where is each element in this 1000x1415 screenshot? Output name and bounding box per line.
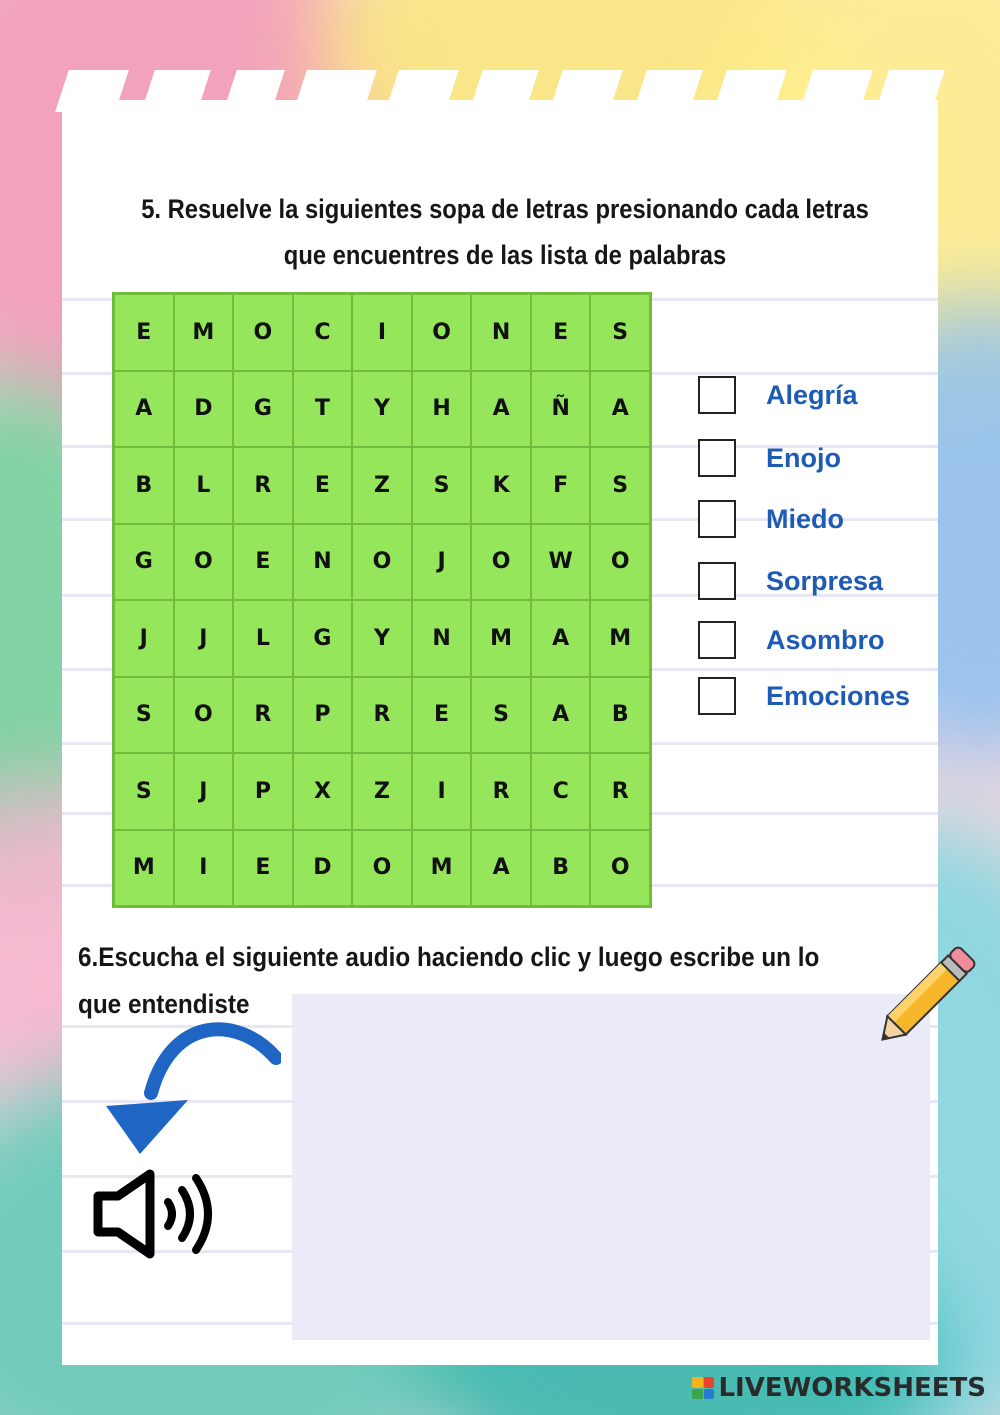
liveworksheets-brand (692, 1373, 986, 1403)
grid-cell[interactable]: R (471, 753, 531, 830)
grid-cell[interactable]: D (174, 371, 234, 448)
grid-cell[interactable]: R (233, 677, 293, 754)
question-5-line-2: que encuentres de las lista de palabras (283, 240, 727, 270)
grid-cell[interactable]: C (293, 294, 353, 371)
word-search-grid (112, 292, 652, 908)
grid-cell[interactable]: I (352, 294, 412, 371)
grid-cell[interactable]: Z (352, 753, 412, 830)
grid-cell[interactable]: J (174, 753, 234, 830)
word-item-miedo (698, 500, 844, 538)
grid-cell[interactable]: O (233, 294, 293, 371)
grid-cell[interactable]: S (114, 677, 174, 754)
grid-cell[interactable]: C (531, 753, 591, 830)
grid-cell[interactable]: M (114, 830, 174, 907)
word-label-emociones: Emociones (766, 680, 911, 711)
answer-textarea[interactable] (292, 994, 930, 1340)
grid-cell[interactable]: O (590, 524, 650, 601)
grid-cell[interactable]: P (293, 677, 353, 754)
grid-cell[interactable]: O (471, 524, 531, 601)
grid-cell[interactable]: R (233, 447, 293, 524)
word-label-enojo: Enojo (766, 442, 841, 473)
grid-cell[interactable]: J (114, 600, 174, 677)
grid-cell[interactable]: A (531, 677, 591, 754)
grid-cell[interactable]: J (412, 524, 472, 601)
word-item-enojo (698, 439, 841, 477)
grid-cell[interactable]: S (590, 294, 650, 371)
grid-cell[interactable]: N (412, 600, 472, 677)
grid-cell[interactable]: M (471, 600, 531, 677)
word-item-emociones (698, 677, 910, 715)
grid-cell[interactable]: O (590, 830, 650, 907)
grid-cell[interactable]: E (114, 294, 174, 371)
grid-cell[interactable]: O (174, 677, 234, 754)
grid-cell[interactable]: O (352, 830, 412, 907)
grid-cell[interactable]: M (412, 830, 472, 907)
grid-cell[interactable]: E (233, 830, 293, 907)
grid-cell[interactable]: A (471, 371, 531, 448)
word-label-alegria: Alegría (766, 379, 858, 410)
question-6-line-2: que entendiste (78, 989, 250, 1019)
grid-cell[interactable]: O (352, 524, 412, 601)
grid-cell[interactable]: S (114, 753, 174, 830)
word-checkbox-miedo[interactable] (698, 500, 736, 538)
grid-cell[interactable]: P (233, 753, 293, 830)
word-checkbox-alegria[interactable] (698, 376, 736, 414)
grid-cell[interactable]: L (174, 447, 234, 524)
pencil-icon (862, 930, 992, 1060)
grid-cell[interactable]: T (293, 371, 353, 448)
word-label-sorpresa: Sorpresa (766, 565, 884, 596)
grid-cell[interactable]: A (471, 830, 531, 907)
brand-name: LIVEWORKSHEETS (718, 1373, 986, 1403)
grid-cell[interactable]: F (531, 447, 591, 524)
grid-cell[interactable]: I (412, 753, 472, 830)
grid-cell[interactable]: Z (352, 447, 412, 524)
grid-cell[interactable]: Ñ (531, 371, 591, 448)
grid-cell[interactable]: L (233, 600, 293, 677)
grid-cell[interactable]: E (412, 677, 472, 754)
grid-cell[interactable]: G (293, 600, 353, 677)
question-5-line-1: 5. Resuelve la siguientes sopa de letras presionando cada letras (141, 194, 869, 224)
grid-cell[interactable]: A (114, 371, 174, 448)
grid-cell[interactable]: R (352, 677, 412, 754)
grid-cell[interactable]: S (412, 447, 472, 524)
word-item-sorpresa (698, 562, 883, 600)
grid-cell[interactable]: O (174, 524, 234, 601)
curved-arrow-icon (96, 1018, 281, 1158)
grid-cell[interactable]: A (531, 600, 591, 677)
grid-cell[interactable]: D (293, 830, 353, 907)
grid-cell[interactable]: M (590, 600, 650, 677)
grid-cell[interactable]: R (590, 753, 650, 830)
grid-cell[interactable]: X (293, 753, 353, 830)
grid-cell[interactable]: B (590, 677, 650, 754)
grid-cell[interactable]: Y (352, 600, 412, 677)
grid-cell[interactable]: J (174, 600, 234, 677)
grid-cell[interactable]: N (471, 294, 531, 371)
liveworksheets-logo-icon (692, 1377, 714, 1399)
grid-cell[interactable]: B (531, 830, 591, 907)
word-checkbox-enojo[interactable] (698, 439, 736, 477)
word-label-asombro: Asombro (766, 624, 885, 655)
speaker-icon[interactable] (90, 1168, 225, 1260)
answer-box (292, 994, 930, 1340)
word-checkbox-emociones[interactable] (698, 677, 736, 715)
grid-cell[interactable]: A (590, 371, 650, 448)
word-checkbox-asombro[interactable] (698, 621, 736, 659)
grid-cell[interactable]: S (471, 677, 531, 754)
grid-cell[interactable]: M (174, 294, 234, 371)
grid-cell[interactable]: H (412, 371, 472, 448)
grid-cell[interactable]: Y (352, 371, 412, 448)
grid-cell[interactable]: E (233, 524, 293, 601)
grid-cell[interactable]: E (531, 294, 591, 371)
grid-cell[interactable]: G (114, 524, 174, 601)
grid-cell[interactable]: I (174, 830, 234, 907)
word-label-miedo: Miedo (766, 503, 844, 534)
grid-cell[interactable]: G (233, 371, 293, 448)
question-5-title (80, 186, 930, 278)
word-item-asombro (698, 621, 885, 659)
grid-cell[interactable]: K (471, 447, 531, 524)
grid-cell[interactable]: O (412, 294, 472, 371)
grid-cell[interactable]: S (590, 447, 650, 524)
grid-cell[interactable]: N (293, 524, 353, 601)
question-6-line-1: 6.Escucha el siguiente audio haciendo clic y luego escribe un lo (78, 942, 820, 972)
word-item-alegria (698, 376, 858, 414)
word-checkbox-sorpresa[interactable] (698, 562, 736, 600)
grid-cell[interactable]: W (531, 524, 591, 601)
grid-cell[interactable]: E (293, 447, 353, 524)
grid-cell[interactable]: B (114, 447, 174, 524)
